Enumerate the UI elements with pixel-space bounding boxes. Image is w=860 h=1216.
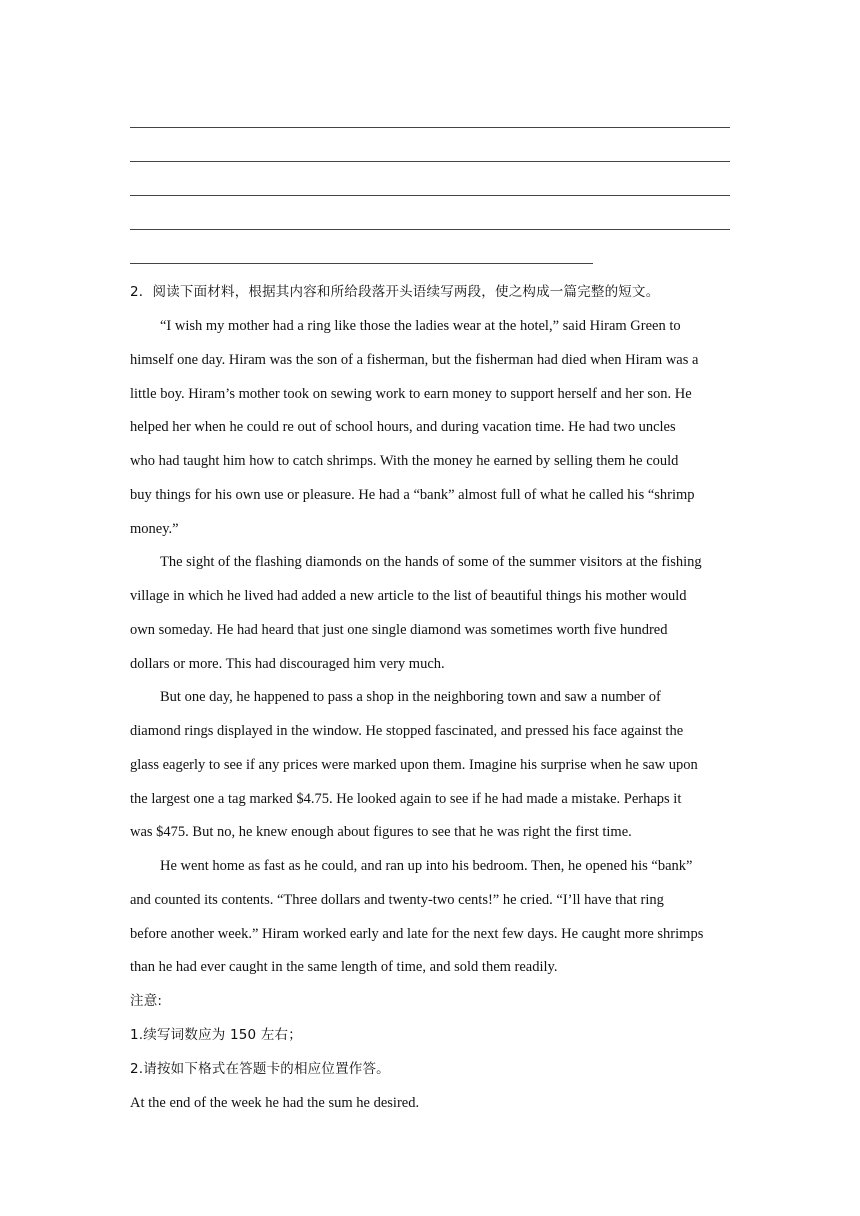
passage-line: The sight of the flashing diamonds on the hands of some of the summer visitors at the fishing	[160, 554, 702, 570]
passage-line: was $475. But no, he knew enough about figures to see that he was right the first time.	[130, 824, 632, 840]
notes-item-2: 2.请按如下格式在答题卡的相应位置作答。	[130, 1061, 390, 1077]
passage-line: dollars or more. This had discouraged him very much.	[130, 656, 445, 672]
passage-line: than he had ever caught in the same length of time, and sold them readily.	[130, 959, 558, 975]
passage-line: the largest one a tag marked $4.75. He looked again to see if he had made a mistake. Perhaps it	[130, 791, 682, 807]
passage-line: before another week.” Hiram worked early and late for the next few days. He caught more shrimps	[130, 926, 704, 942]
passage-line: own someday. He had heard that just one single diamond was sometimes worth five hundred	[130, 622, 668, 638]
passage-line: and counted its contents. “Three dollars and twenty-two cents!” he cried. “I’ll have that ring	[130, 892, 664, 908]
prompt-sentence: At the end of the week he had the sum he desired.	[130, 1095, 420, 1111]
passage-line: who had taught him how to catch shrimps. With the money he earned by selling them he could	[130, 453, 679, 469]
passage-line: He went home as fast as he could, and ran up into his bedroom. Then, he opened his “bank”	[160, 858, 693, 874]
notes-item-1: 1.续写词数应为 150 左右；	[130, 1027, 302, 1043]
passage-line: diamond rings displayed in the window. He stopped fascinated, and pressed his face against the	[130, 723, 684, 739]
answer-line-1	[130, 127, 730, 128]
answer-line-4	[130, 229, 730, 230]
passage-line: glass eagerly to see if any prices were marked upon them. Imagine his surprise when he saw upon	[130, 757, 698, 773]
passage-line: little boy. Hiram’s mother took on sewing work to earn money to support herself and her son. He	[130, 386, 692, 402]
notes-title: 注意:	[130, 993, 163, 1009]
question-heading: 2．阅读下面材料，根据其内容和所给段落开头语续写两段，使之构成一篇完整的短文。	[130, 284, 660, 300]
passage-line: buy things for his own use or pleasure. He had a “bank” almost full of what he called his “shrimp	[130, 487, 695, 503]
answer-line-5	[130, 263, 593, 264]
passage-line: helped her when he could re out of school hours, and during vacation time. He had two uncles	[130, 419, 676, 435]
passage-line: village in which he lived had added a new article to the list of beautiful things his mother would	[130, 588, 687, 604]
passage-line: himself one day. Hiram was the son of a fisherman, but the fisherman had died when Hiram was a	[130, 352, 699, 368]
passage-line: But one day, he happened to pass a shop in the neighboring town and saw a number of	[160, 689, 661, 705]
answer-line-2	[130, 161, 730, 162]
passage-line: “I wish my mother had a ring like those the ladies wear at the hotel,” said Hiram Green to	[160, 318, 681, 334]
passage-line: money.”	[130, 521, 179, 537]
answer-line-3	[130, 195, 730, 196]
